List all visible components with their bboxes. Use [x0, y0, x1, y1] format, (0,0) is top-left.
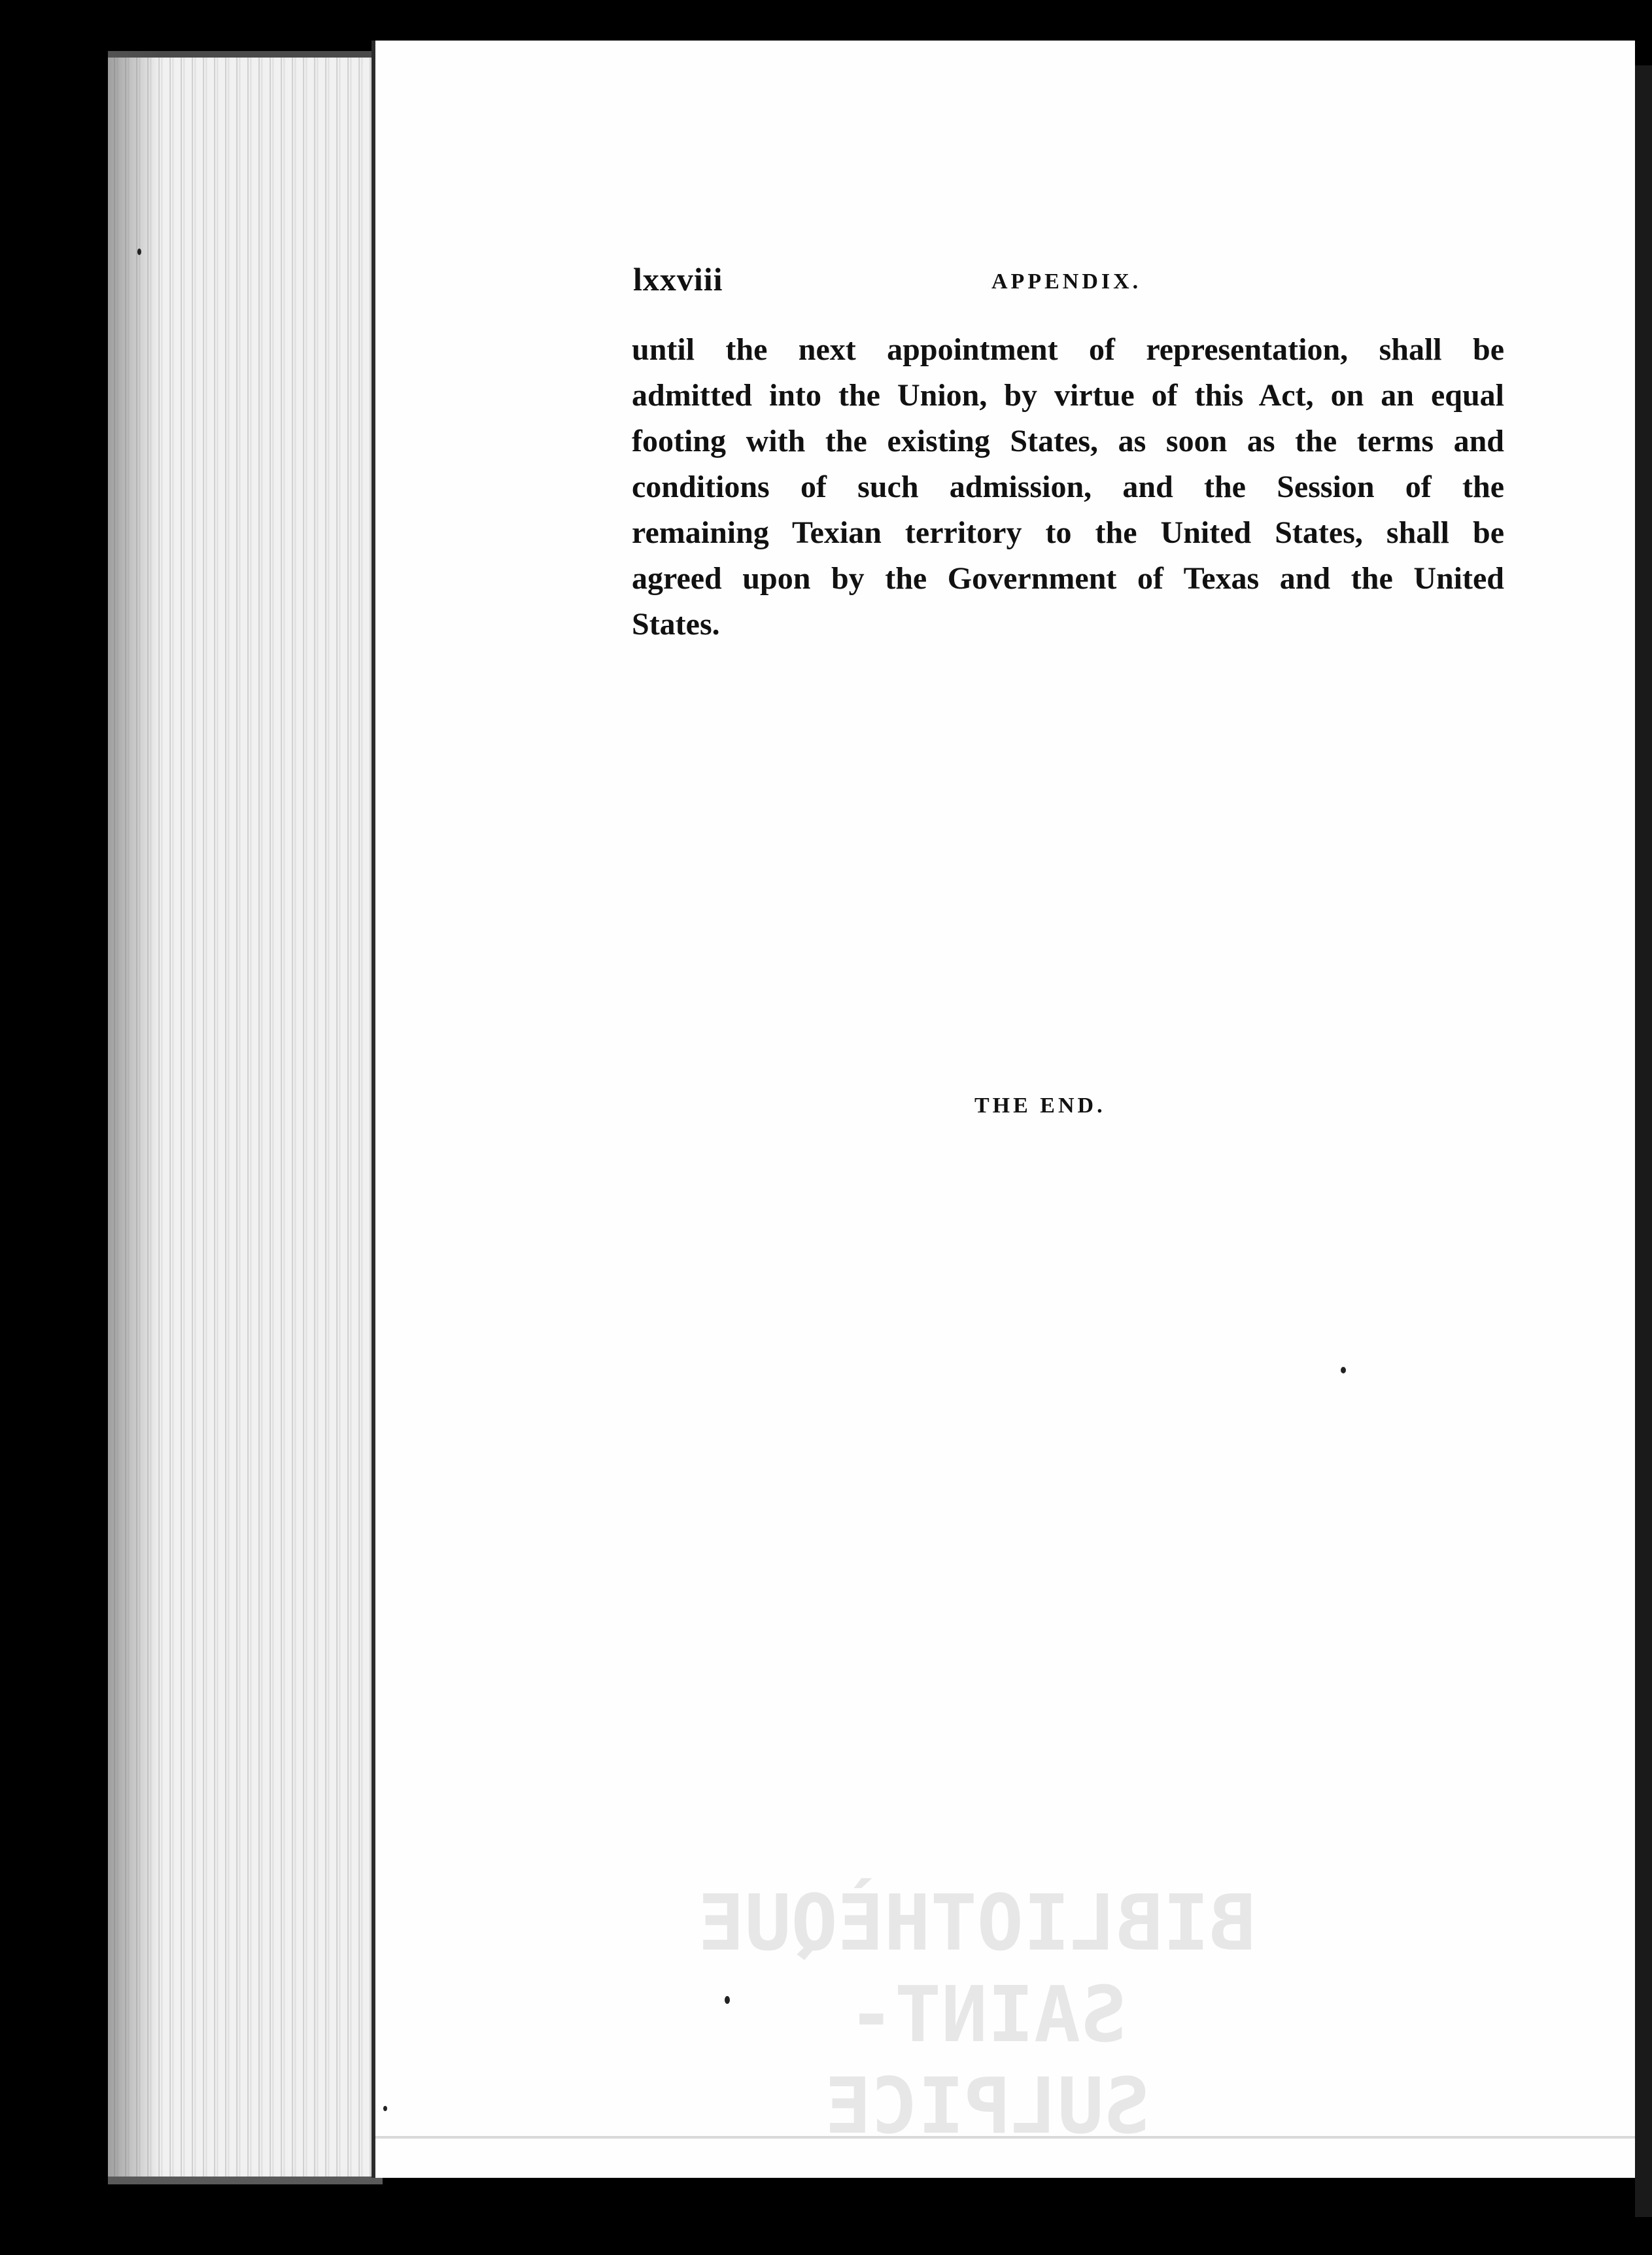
stamp-line-2: SAINT-SULPICE — [825, 1969, 1150, 2151]
text-line: footing with the existing States, as soon as the terms and — [632, 424, 1504, 458]
page-edges-shadow — [108, 51, 160, 2184]
ink-speck — [1341, 1367, 1346, 1373]
page-number: lxxviii — [633, 261, 723, 298]
text-line: conditions of such admission, and the Session of the — [632, 470, 1504, 504]
running-head: APPENDIX. — [991, 269, 1142, 294]
text-line: until the next appointment of representation, shall be — [632, 332, 1504, 367]
text-line: States. — [632, 607, 720, 642]
body-paragraph — [632, 327, 1504, 647]
ink-speck — [383, 2106, 387, 2111]
the-end-label: THE END. — [974, 1093, 1106, 1118]
page-header — [633, 260, 1503, 313]
ink-speck — [725, 1996, 730, 2004]
text-line: remaining Texian territory to the United States, shall be — [632, 515, 1504, 550]
stamp-line-1: BIBLIOTHÈQUE — [698, 1878, 1256, 1968]
text-line: agreed upon by the Government of Texas and the United — [632, 561, 1504, 596]
right-binding-shadow — [1635, 65, 1652, 2217]
library-stamp-showthrough — [698, 1877, 1256, 2151]
ink-speck — [137, 249, 141, 255]
text-line: admitted into the Union, by virtue of this Act, on an equal — [632, 378, 1504, 413]
